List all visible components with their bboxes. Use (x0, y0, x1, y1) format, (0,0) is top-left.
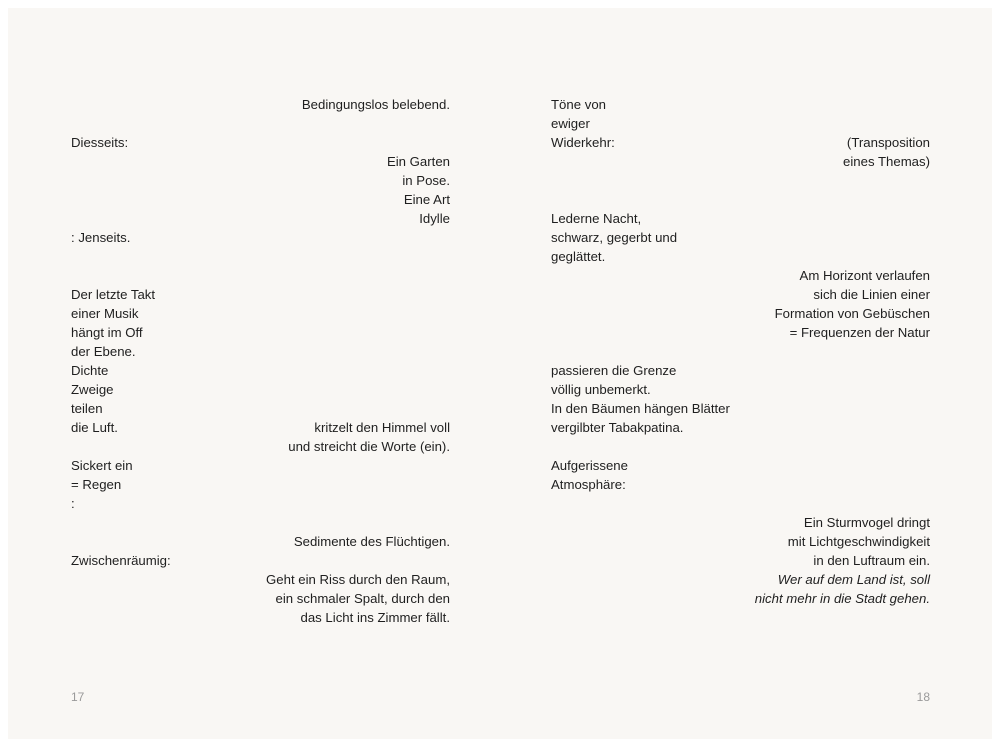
poem-line: in Pose. (402, 173, 450, 188)
poem-line: in den Luftraum ein. (813, 553, 930, 568)
poem-line: das Licht ins Zimmer fällt. (300, 610, 450, 625)
left-page (71, 8, 450, 739)
poem-line: Zwischenräumig: (71, 553, 171, 568)
right-page (551, 8, 930, 739)
poem-line: eines Themas) (843, 154, 930, 169)
poem-line: nicht mehr in die Stadt gehen. (754, 591, 930, 606)
poem-line: Widerkehr: (551, 135, 615, 150)
poem-line: und streicht die Worte (ein). (288, 439, 450, 454)
poem-line: : (71, 496, 75, 511)
poem-line: schwarz, gegerbt und (551, 230, 678, 245)
poem-line: vergilbter Tabakpatina. (551, 420, 684, 435)
poem-line: Töne von (551, 97, 606, 112)
poem-line: Idylle (419, 211, 450, 226)
poem-line: Bedingungslos belebend. (301, 97, 450, 112)
poem-line: = Frequenzen der Natur (789, 325, 930, 340)
poem-line: völlig unbemerkt. (551, 382, 651, 397)
poem-line: Diesseits: (71, 135, 129, 150)
poem-line: ein schmaler Spalt, durch den (275, 591, 450, 606)
poem-line: hängt im Off (71, 325, 143, 340)
poem-line: sich die Linien einer (813, 287, 930, 302)
poem-line: einer Musik (71, 306, 139, 321)
poem-line: die Luft. (71, 420, 118, 435)
poem-line: = Regen (71, 477, 122, 492)
poem-line: : Jenseits. (71, 230, 131, 245)
poem-line: teilen (71, 401, 103, 416)
poem-line: Sickert ein (71, 458, 133, 473)
poem-line: Sedimente des Flüchtigen. (293, 534, 450, 549)
poem-line: geglättet. (551, 249, 606, 264)
poem-line: Ein Garten (386, 154, 450, 169)
poem-line: Atmosphäre: (551, 477, 626, 492)
poem-line: Am Horizont verlaufen (799, 268, 930, 283)
poem-line: ewiger (551, 116, 590, 131)
poem-line: der Ebene. (71, 344, 136, 359)
poem-line: In den Bäumen hängen Blätter (551, 401, 730, 416)
page-number-left: 17 (71, 690, 85, 704)
poem-line: Formation von Gebüschen (774, 306, 930, 321)
page-number-right: 18 (916, 690, 930, 704)
poem-line: Zweige (71, 382, 114, 397)
poem-line: passieren die Grenze (551, 363, 677, 378)
poem-line: Dichte (71, 363, 109, 378)
poem-line: Der letzte Takt (71, 287, 156, 302)
poem-line: Eine Art (403, 192, 450, 207)
poem-line: (Transposition (846, 135, 930, 150)
poem-line: Ein Sturmvogel dringt (803, 515, 930, 530)
book-spread (8, 8, 992, 739)
poem-line: Geht ein Riss durch den Raum, (266, 572, 450, 587)
poem-line: mit Lichtgeschwindigkeit (787, 534, 930, 549)
poem-line: Aufgerissene (551, 458, 628, 473)
poem-line: Wer auf dem Land ist, soll (777, 572, 930, 587)
poem-line: Lederne Nacht, (551, 211, 642, 226)
poem-line: kritzelt den Himmel voll (314, 420, 450, 435)
